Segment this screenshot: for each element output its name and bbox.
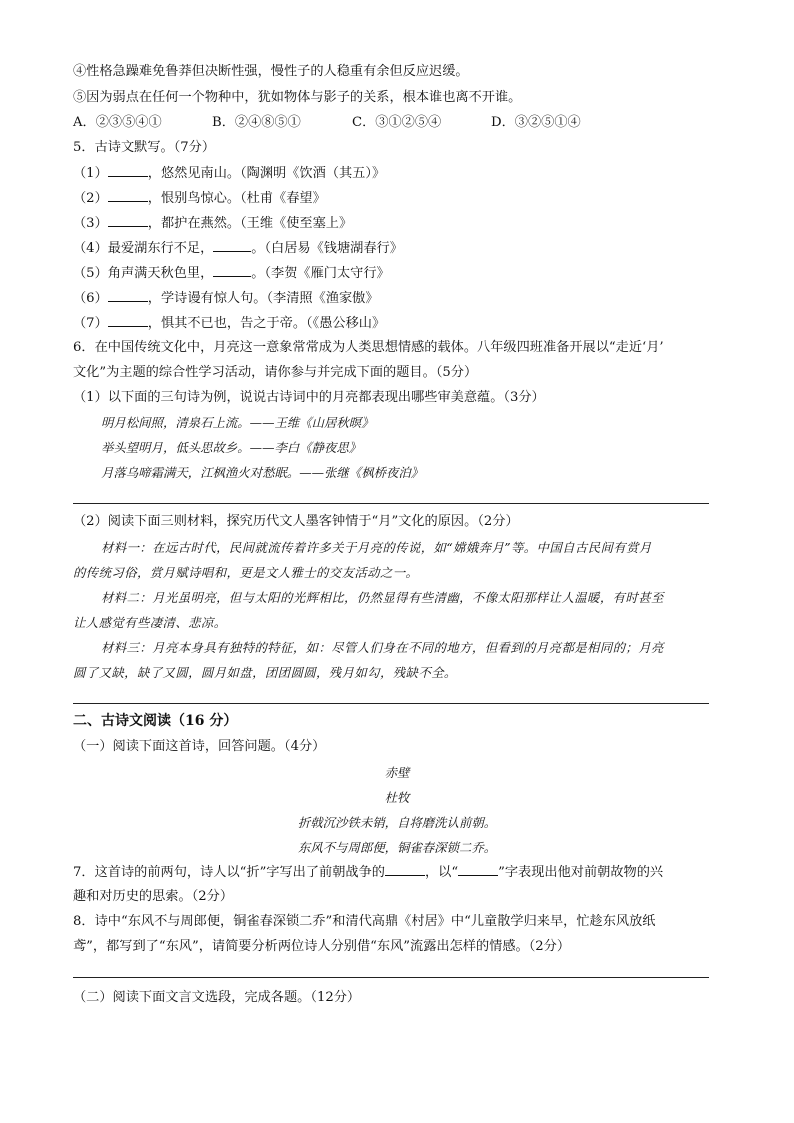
material-3-line-2: 圆了又缺，缺了又圆，圆月如盘，团团圆圆，残月如勾，残缺不全。 [73,665,457,680]
poem-line: 折戟沉沙铁未销，自将磨洗认前朝。 [297,815,497,830]
text-line: ④性格急躁难免鲁莽但决断性强，慢性子的人稳重有余但反应迟缓。 [73,64,469,79]
question-text: 7．这首诗的前两句，诗人以“折”字写出了前朝战争的 [73,865,385,880]
poem-line: 东风不与周郎便，铜雀春深锁二乔。 [297,840,497,855]
question-8-line-2: 鸢”，都写到了“东风”，请简要分析两位诗人分别借“东风”流露出怎样的情感。（2分） [73,939,571,954]
option-a: A．②③⑤④① [73,115,162,130]
question-5-item-1 [73,164,385,183]
question-text: ”字表现出他对前朝故物的兴 [498,865,664,880]
question-6-part-1: （1）以下面的三句诗为例，说说古诗词中的月亮都表现出哪些审美意蕴。（3分） [73,390,545,405]
question-5-item-6 [73,289,379,308]
question-5-item-3 [73,214,352,233]
item-text: ，惧其不已也，告之于帝。（《愚公移山》 [147,316,386,331]
material-2-line-1: 材料二：月光虽明亮，但与太阳的光辉相比，仍然显得有些清幽，不像太阳那样让人温暖，有时甚至 [101,590,664,605]
answer-blank[interactable] [458,863,498,876]
material-3-line-1: 材料三：月亮本身具有独特的特征，如：尽管人们身在不同的地方，但看到的月亮都是相同的；月亮 [101,640,664,655]
answer-blank[interactable] [108,214,148,227]
item-number: （3） [73,216,108,231]
question-5-item-4 [73,239,403,258]
item-text: （4）最爱湖东行不足， [73,241,214,256]
item-text: ，恨别鸟惊心。（杜甫《春望》 [147,191,326,206]
poem-author: 杜牧 [384,790,410,805]
item-text: ，悠然见南山。（陶渊明《饮酒（其五）》 [147,166,386,181]
item-text: （5）角声满天秋色里， [73,266,214,281]
answer-line[interactable] [73,503,709,504]
poem-title: 赤壁 [384,765,410,780]
item-text: 。（白居易《钱塘湖春行》 [251,241,403,256]
question-5-item-2 [73,189,326,208]
item-number: （7） [73,316,108,331]
answer-blank[interactable] [213,264,251,277]
option-d: D．③②⑤①④ [491,115,581,130]
answer-line[interactable] [73,703,709,704]
question-6-line-1: 6．在中国传统文化中，月亮这一意象常常成为人类思想情感的载体。八年级四班准备开展以“走近‘月’ [73,340,664,355]
subsection-1-title: （一）阅读下面这首诗，回答问题。（4分） [73,739,326,754]
option-b: B．②④⑧⑤① [212,115,301,130]
item-number: （6） [73,291,108,306]
answer-blank[interactable] [108,289,148,302]
question-6-part-2: （2）阅读下面三则材料，探究历代文人墨客钟情于“月”文化的原因。（2分） [73,514,519,529]
item-text: 。（李贺《雁门太守行》 [251,266,390,281]
item-text: ，学诗谩有惊人句。（李清照《渔家傲》 [147,291,379,306]
answer-blank[interactable] [385,863,425,876]
question-7-line-1 [73,863,663,882]
poem-quote: 月落乌啼霜满天，江枫渔火对愁眠。——张继《枫桥夜泊》 [101,465,424,480]
poem-quote: 明月松间照，清泉石上流。——王维《山居秋暝》 [101,415,374,430]
question-text: ，以“ [425,865,459,880]
question-7-line-2: 趣和对历史的思索。（2分） [73,889,234,904]
item-text: ，都护在燕然。（王维《使至塞上》 [147,216,353,231]
question-5-item-7 [73,314,385,333]
material-1-line-2: 的传统习俗，赏月赋诗唱和，更是文人雅士的交友活动之一。 [73,565,419,580]
answer-blank[interactable] [213,239,251,252]
subsection-2-title: （二）阅读下面文言文选段，完成各题。（12分） [73,990,361,1005]
question-5-title: 5．古诗文默写。（7分） [73,140,216,155]
section-2-heading: 二、古诗文阅读（16 分） [73,713,238,729]
answer-blank[interactable] [108,314,148,327]
option-c: C．③①②⑤④ [352,115,442,130]
material-1-line-1: 材料一：在远古时代，民间就流传着许多关于月亮的传说，如“嫦娥奔月”等。中国自古民间有赏月 [101,540,652,555]
item-number: （2） [73,191,108,206]
question-6-line-2: 文化”为主题的综合性学习活动，请你参与并完成下面的题目。（5分） [73,365,478,380]
question-5-item-5 [73,264,390,283]
text-line: ⑤因为弱点在任何一个物种中，犹如物体与影子的关系，根本谁也离不开谁。 [73,90,522,105]
material-2-line-2: 让人感觉有些凄清、悲凉。 [73,615,227,630]
item-number: （1） [73,166,108,181]
answer-blank[interactable] [108,164,148,177]
answer-line[interactable] [73,977,709,978]
answer-blank[interactable] [108,189,148,202]
poem-quote: 举头望明月，低头思故乡。——李白《静夜思》 [101,440,362,455]
question-8-line-1: 8．诗中“东风不与周郎便，铜雀春深锁二乔”和清代高鼎《村居》中“儿童散学归来早，忙趁东风放纸 [73,914,656,929]
